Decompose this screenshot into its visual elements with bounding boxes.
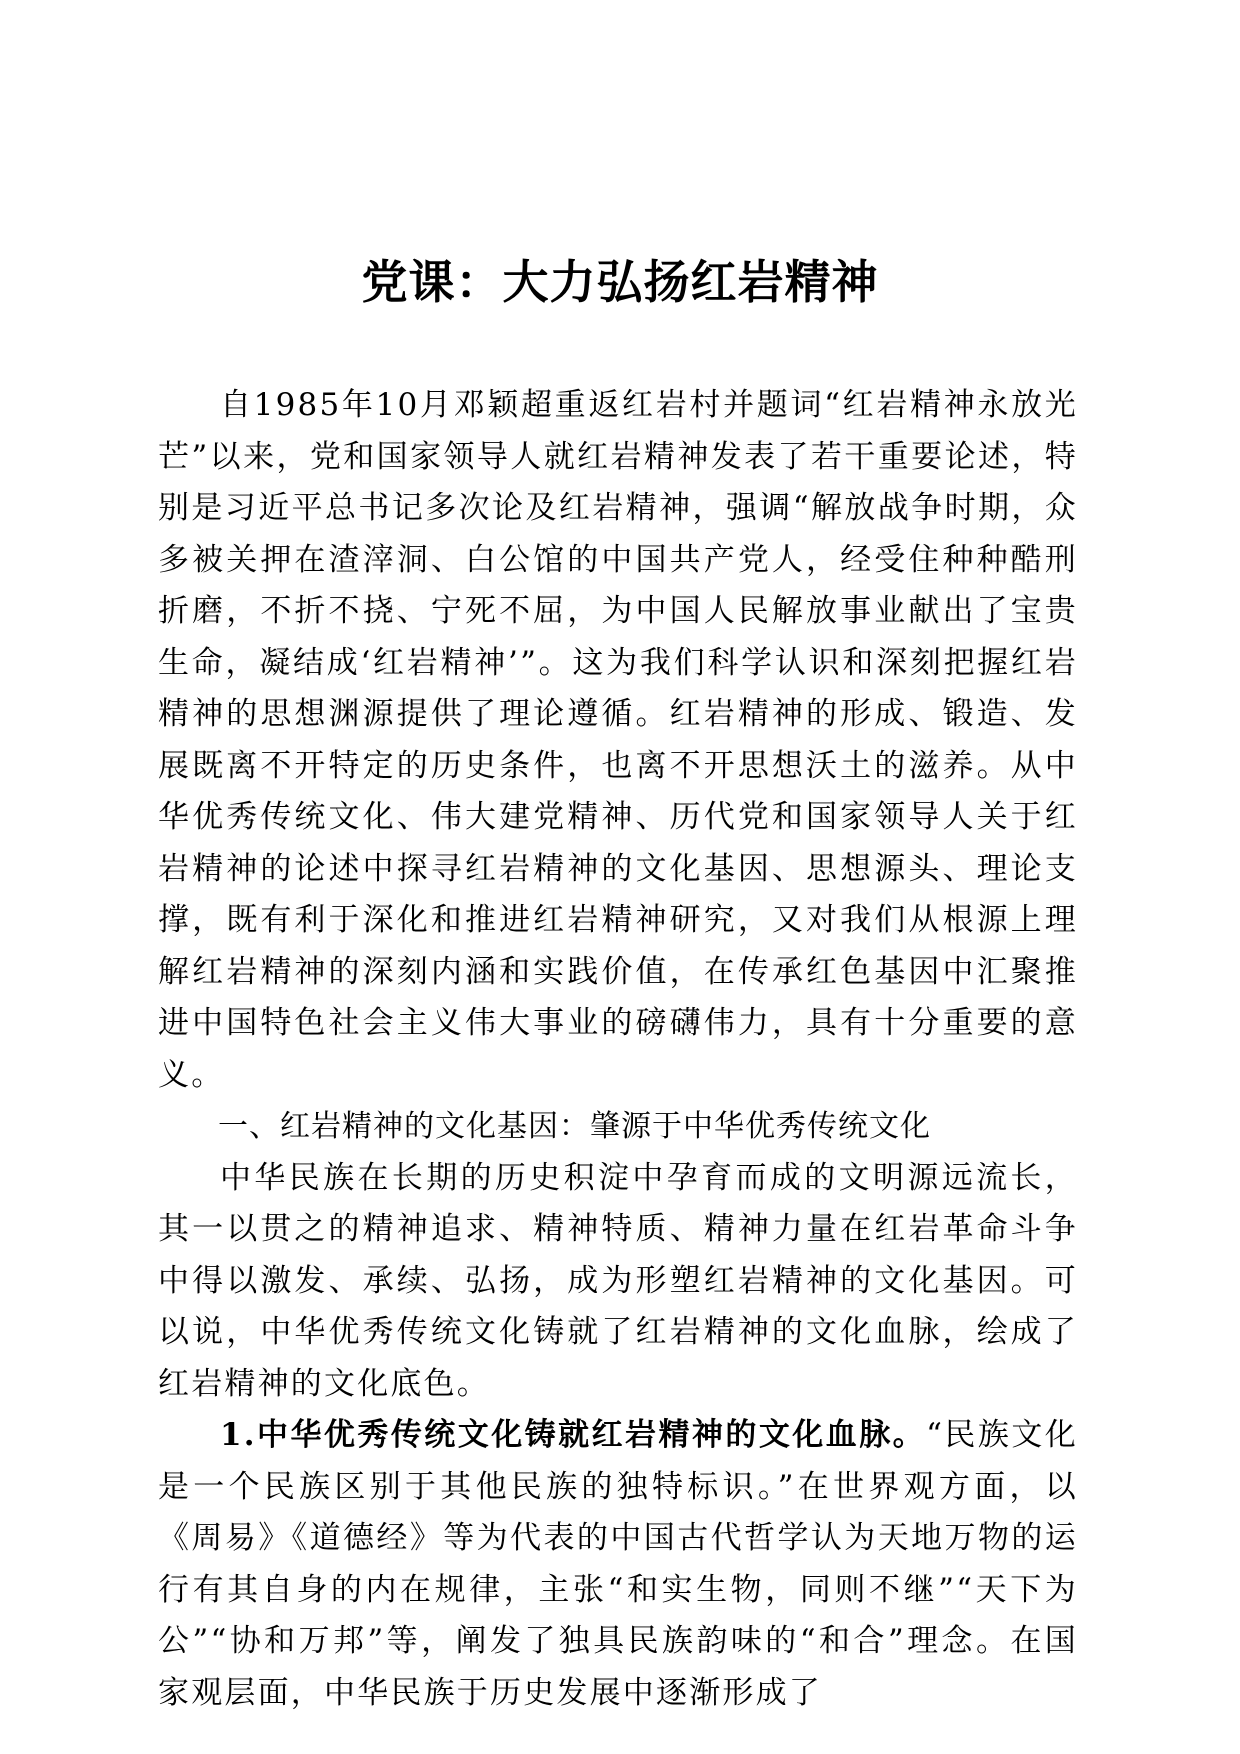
subsection-text: “民族文化是一个民族区别于其他民族的独特标识。”在世界观方面，以《周易》《道德经》等为代表的中国古代哲学认为天地万物的运行有其自身的内在规律，主张“和实生物，同则不继”“天下为公”“协和万邦”等，阐发了独具民族韵味的“和合”理念。在国家观层面，中华民族于历史发展中逐渐形成了 <box>158 1417 1078 1711</box>
document-title: 党课：大力弘扬红岩精神 <box>361 255 879 309</box>
document-body <box>158 380 1078 1719</box>
subsection-lead: 1.中华优秀传统文化铸就红岩精神的文化血脉。 <box>220 1417 927 1453</box>
section-heading: 一、红岩精神的文化基因：肇源于中华优秀传统文化 <box>218 1109 931 1144</box>
subsection-paragraph <box>158 1410 1078 1719</box>
intro-paragraph: 自1985年10月邓颖超重返红岩村并题词“红岩精神永放光芒”以来，党和国家领导人就红岩精神发表了若干重要论述，特别是习近平总书记多次论及红岩精神，强调“解放战争时期，众多被关押在渣滓洞、白公馆的中国共产党人，经受住种种酷刑折磨，不折不挠、宁死不屈，为中国人民解放事业献出了宝贵生命，凝结成‘红岩精神’”。这为我们科学认识和深刻把握红岩精神的思想渊源提供了理论遵循。红岩精神的形成、锻造、发展既离不开特定的历史条件，也离不开思想沃土的滋养。从中华优秀传统文化、伟大建党精神、历代党和国家领导人关于红岩精神的论述中探寻红岩精神的文化基因、思想源头、理论支撑，既有利于深化和推进红岩精神研究，又对我们从根源上理解红岩精神的深刻内涵和实践价值，在传承红色基因中汇聚推进中国特色社会主义伟大事业的磅礴伟力，具有十分重要的意义。 <box>158 387 1078 1093</box>
section-paragraph: 中华民族在长期的历史积淀中孕育而成的文明源远流长，其一以贯之的精神追求、精神特质、精神力量在红岩革命斗争中得以激发、承续、弘扬，成为形塑红岩精神的文化基因。可以说，中华优秀传统文化铸就了红岩精神的文化血脉，绘成了红岩精神的文化底色。 <box>158 1159 1078 1402</box>
